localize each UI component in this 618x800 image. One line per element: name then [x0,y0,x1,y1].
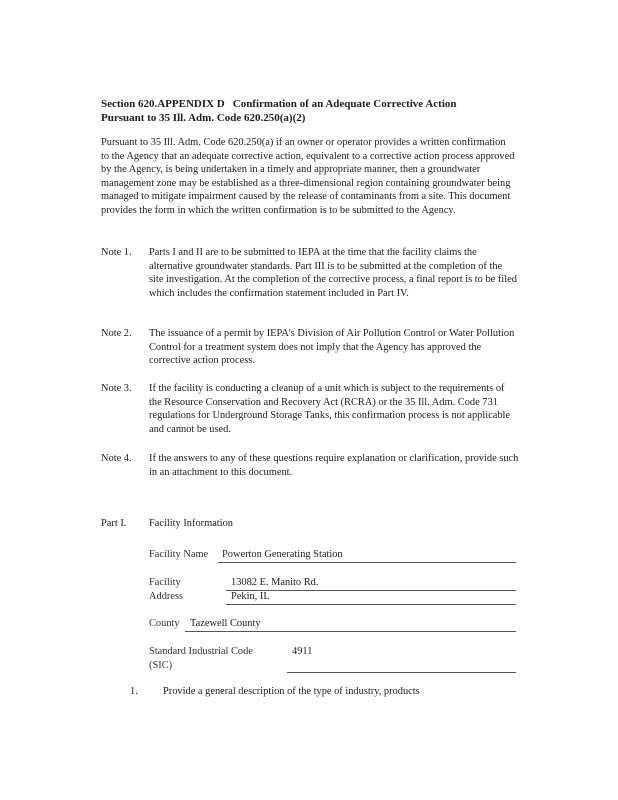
facility-name-label: Facility Name [149,549,209,560]
facility-name-line [218,562,516,563]
sic-label-line2: (SIC) [149,660,173,671]
section-heading [101,97,521,125]
address-line2-line [226,604,516,605]
sic-label-line1: Standard Industrial Code [149,646,253,657]
intro-paragraph: Pursuant to 35 Ill. Adm. Code 620.250(a) if an owner or operator provides a written confirmation to the Agency that an adequate corrective action, equivalent to a corrective action process approved by the Agency, is being undertaken in a timely and appropriate manner, then a groundwater management zone may be established as a three-dimensional region containing groundwater being managed to mitigate impairment caused by the release of contaminants from a site. This document provides the form in which the written confirmation is to be submitted to the Agency. [101,137,515,216]
section-title: Confirmation of an Adequate Corrective Action [232,98,457,110]
note-label: Note 2. [101,328,132,339]
county-value[interactable]: Tazewell County [190,618,261,629]
section-number: Section 620.APPENDIX D [101,98,225,110]
note-label: Note 1. [101,247,132,258]
address-line1-value[interactable]: 13082 E. Manito Rd. [231,577,319,588]
county-line [185,631,516,632]
question-text: Provide a general description of the type of industry, products [163,686,420,697]
sic-line [287,672,516,673]
note-text: Parts I and II are to be submitted to IEPA at the time that the facility claims the alternative groundwater standards. Part III is to be submitted at the completion of the site investigation. At the completion of the corrective process, a final report is to be filed which includes the confirmation statement included in Part IV. [149,247,517,299]
section-subtitle: Pursuant to 35 Ill. Adm. Code 620.250(a)(2) [101,112,306,124]
address-line2-value[interactable]: Pekin, IL [231,591,270,602]
note-label: Note 4. [101,453,132,464]
sic-value[interactable]: 4911 [292,646,313,657]
address-label-line2: Address [149,591,184,602]
facility-name-value[interactable]: Powerton Generating Station [222,549,343,560]
note-label: Note 3. [101,383,132,394]
note-text: If the facility is conducting a cleanup of a unit which is subject to the requirements of the Resource Conservation and Recovery Act (RCRA) or the 35 Ill. Adm. Code 731 regulations for Underground Storage Tanks, this confirmation process is not applicable and cannot be used. [149,383,511,435]
county-label: County [149,618,180,629]
address-label-line1: Facility [149,577,181,588]
note-text: The issuance of a permit by IEPA's Division of Air Pollution Control or Water Pollution Control for a treatment system does not imply that the Agency has approved the corrective action process. [149,328,515,366]
question-number: 1. [130,686,138,697]
part-label: Part I. [101,518,127,529]
note-text: If the answers to any of these questions require explanation or clarification, provide such in an attachment to this document. [149,453,519,478]
part-title: Facility Information [149,518,233,529]
